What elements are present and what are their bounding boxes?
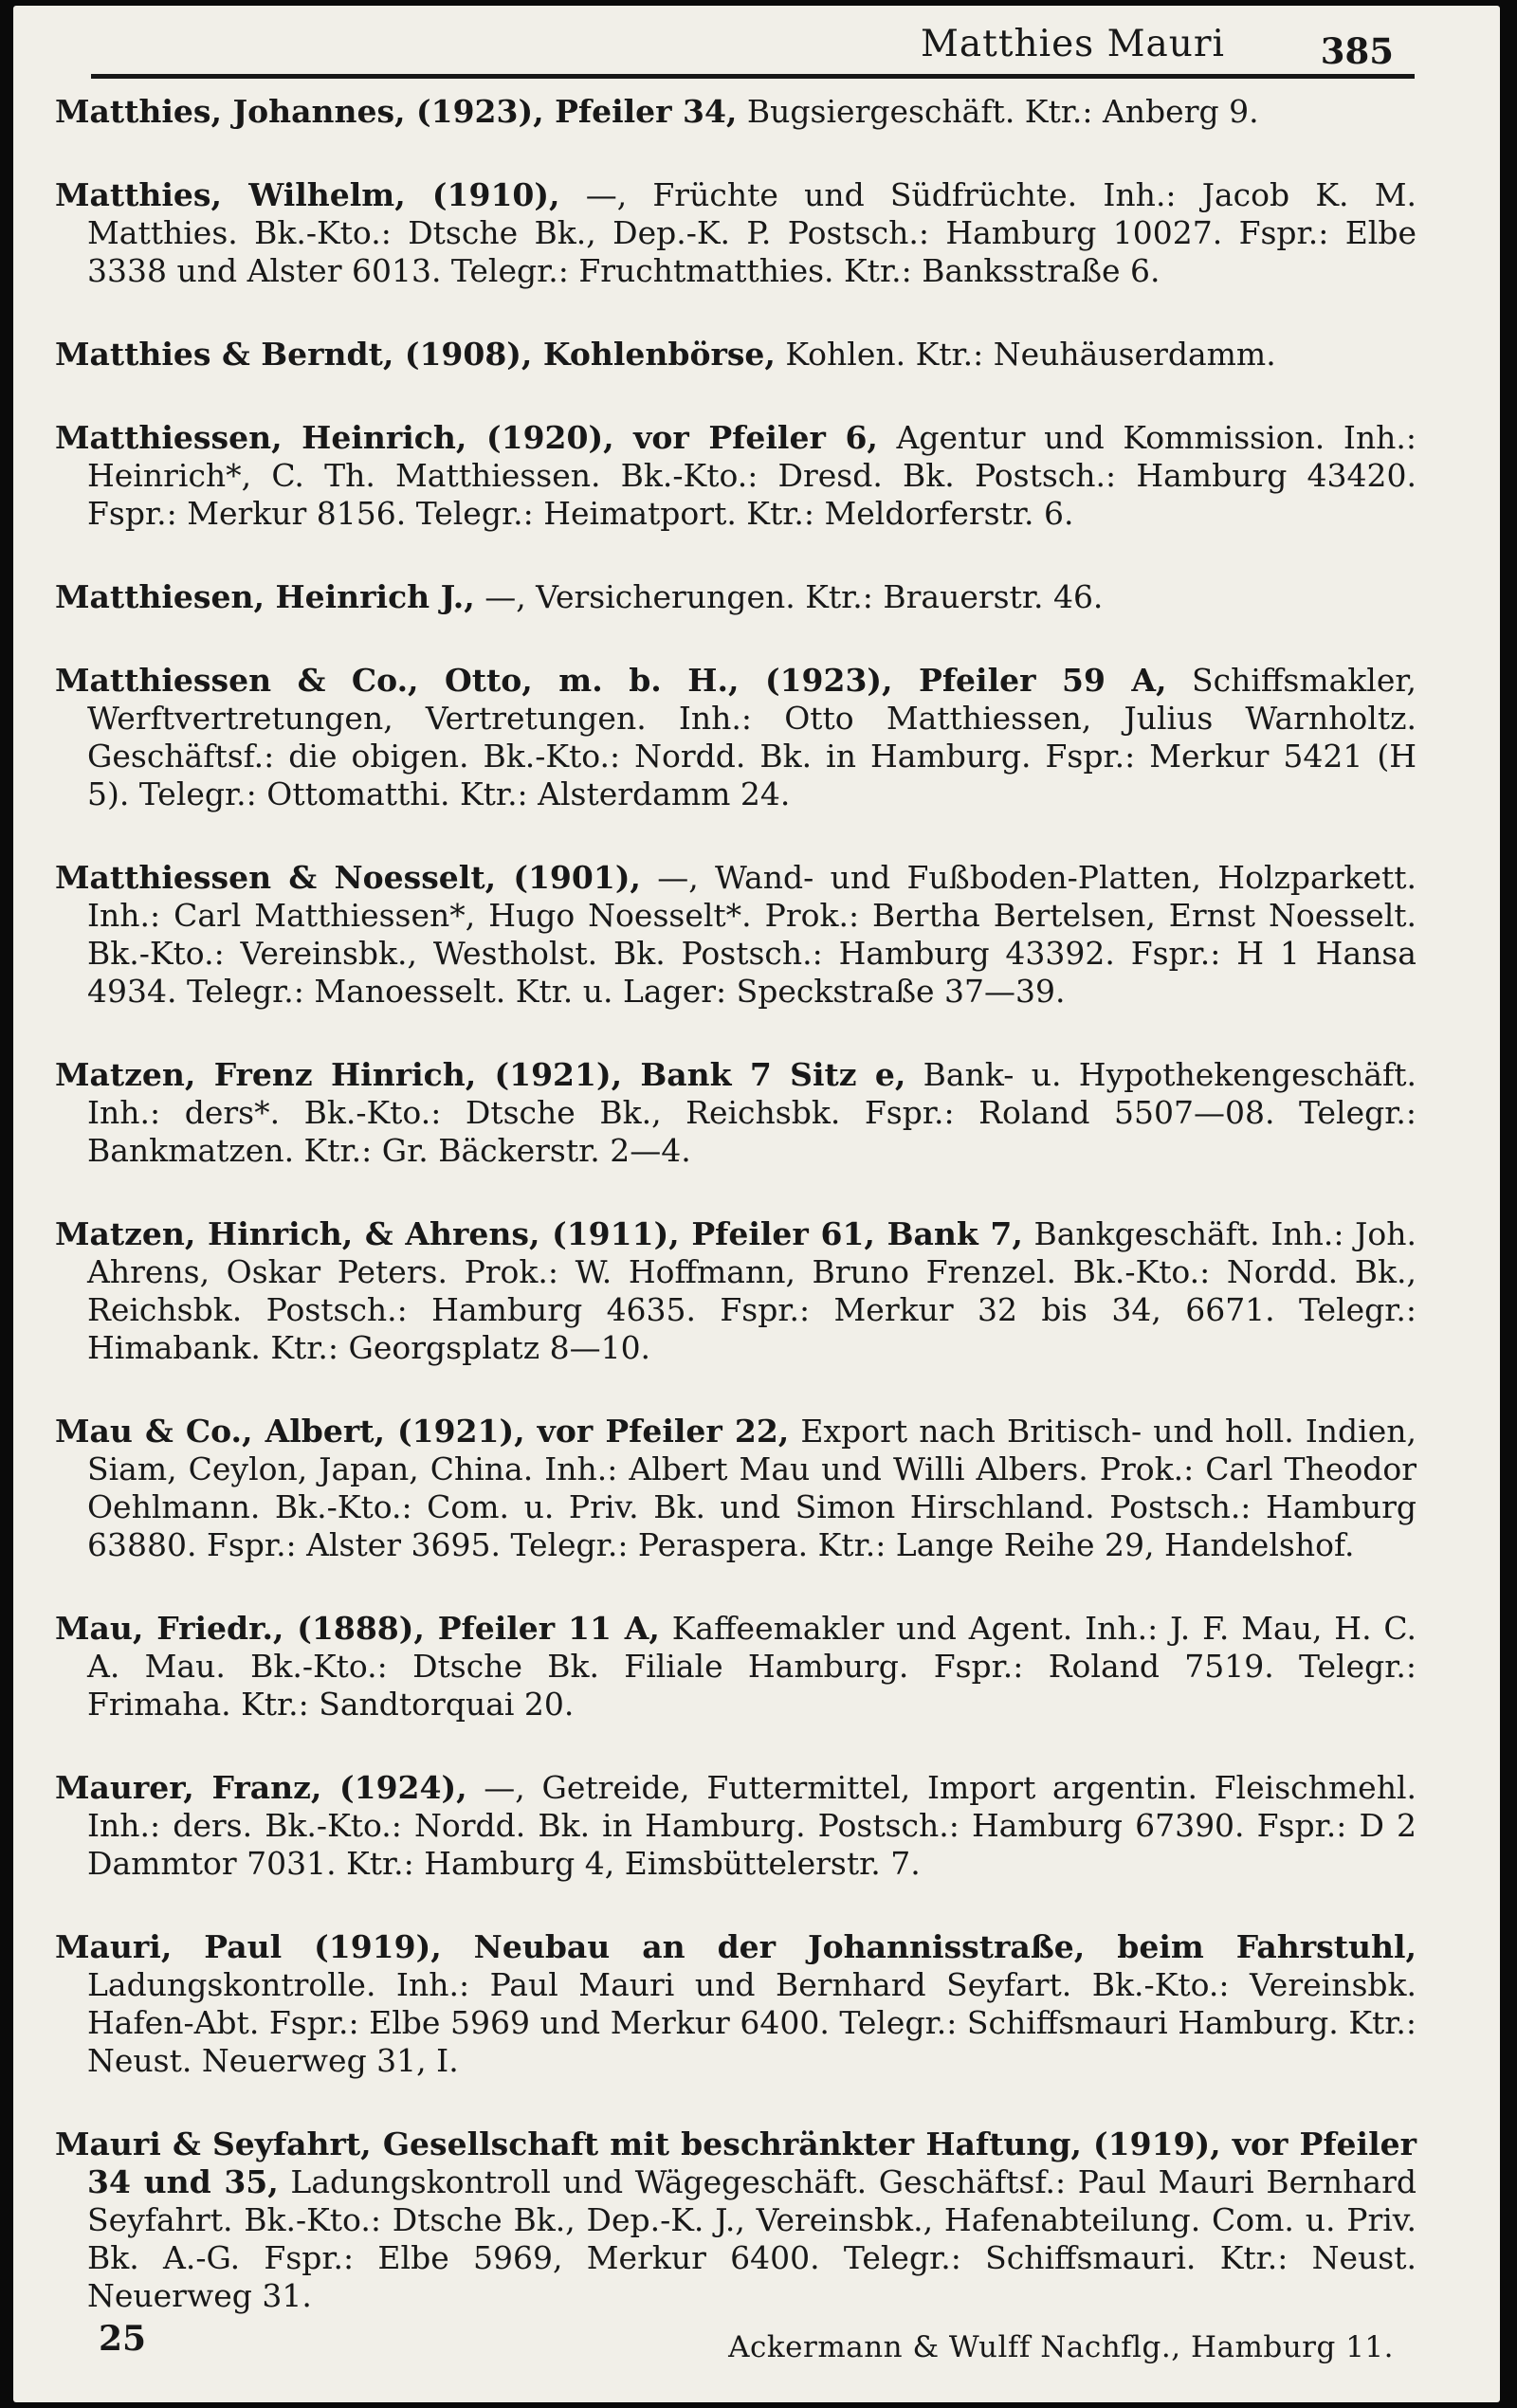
directory-entry — [55, 336, 1416, 374]
entry-name: Matthiesen, Heinrich J., — [55, 578, 475, 615]
directory-entry — [55, 1215, 1416, 1367]
entry-text: Bugsiergeschäft. Ktr.: Anberg 9. — [737, 93, 1259, 130]
directory-entry — [55, 1413, 1416, 1564]
entry-name: Mauri & Seyfahrt, Gesellschaft mit beschränkter Haftung, (1919), vor Pfeiler 34 und 35, — [55, 2125, 1416, 2200]
directory-entry — [55, 1056, 1416, 1170]
page-footer — [99, 2319, 1394, 2366]
entry-text: —, Versicherungen. Ktr.: Brauerstr. 46. — [474, 578, 1104, 615]
directory-entry — [55, 662, 1416, 813]
entry-name: Mauri, Paul (1919), Neubau an der Johannisstraße, beim Fahrstuhl, — [55, 1928, 1416, 1965]
directory-entry — [55, 2125, 1416, 2315]
entry-name: Matzen, Frenz Hinrich, (1921), Bank 7 Sitz e, — [55, 1056, 906, 1093]
entry-text: Agentur und Kommission. Inh.: Heinrich*, C. Th. Matthiessen. Bk.-Kto.: Dresd. Bk. Postsch.: Hamburg 43420. Fspr.: Merkur 8156. Telegr.: Heimatport. Ktr.: Meldorferstr. 6. — [87, 419, 1417, 532]
entry-text: Kohlen. Ktr.: Neuhäuserdamm. — [775, 336, 1276, 373]
entry-text: Bankgeschäft. Inh.: Joh. Ahrens, Oskar Peters. Prok.: W. Hoffmann, Bruno Frenzel. Bk.-Kto.: Nordd. Bk., Reichsbk. Postsch.: Hamburg 4635. Fspr.: Merkur 32 bis 34, 6671. Telegr.: Himabank. Ktr.: Georgsplatz 8—10. — [87, 1215, 1416, 1366]
header-rule — [91, 74, 1415, 79]
entry-name: Matthies, Wilhelm, (1910), — [55, 176, 560, 213]
directory-entry — [55, 176, 1416, 290]
entry-text: Export nach Britisch- und holl. Indien, Siam, Ceylon, Japan, China. Inh.: Albert Mau und Willi Albers. Prok.: Carl Theodor Oehlmann. Bk.-Kto.: Com. u. Priv. Bk. und Simon Hirschland. Postsch.: Hamburg 63880. Fspr.: Alster 3695. Telegr.: Peraspera. Ktr.: Lange Reihe 29, Handelshof. — [87, 1413, 1417, 1563]
entry-text: Bank- u. Hypothekengeschäft. Inh.: ders*. Bk.-Kto.: Dtsche Bk., Reichsbk. Fspr.: Roland 5507—08. Telegr.: Bankmatzen. Ktr.: Gr. Bäckerstr. 2—4. — [87, 1056, 1416, 1169]
entry-text: —, Getreide, Futtermittel, Import argentin. Fleischmehl. Inh.: ders. Bk.-Kto.: Nordd. Bk. in Hamburg. Postsch.: Hamburg 67390. Fspr.: D 2 Dammtor 7031. Ktr.: Hamburg 4, Eimsbüttelerstr. 7. — [87, 1769, 1416, 1882]
directory-entry — [55, 93, 1416, 131]
directory-entry — [55, 419, 1416, 533]
entry-list — [55, 93, 1416, 2361]
entry-name: Mau, Friedr., (1888), Pfeiler 11 A, — [55, 1610, 660, 1647]
directory-entry — [55, 1769, 1416, 1883]
entry-name: Matthiessen & Noesselt, (1901), — [55, 859, 641, 896]
directory-entry — [55, 578, 1416, 616]
entry-name: Matthiessen, Heinrich, (1920), vor Pfeiler 6, — [55, 419, 878, 456]
entry-name: Mau & Co., Albert, (1921), vor Pfeiler 22, — [55, 1413, 790, 1450]
directory-entry — [55, 859, 1416, 1011]
entry-text: Ladungskontrolle. Inh.: Paul Mauri und Bernhard Seyfart. Bk.-Kto.: Vereinsbk. Hafen-Abt. Fspr.: Elbe 5969 und Merkur 6400. Telegr.: Schiffsmauri Hamburg. Ktr.: Neust. Neuerweg 31, I. — [87, 1966, 1416, 2079]
entry-name: Matthies, Johannes, (1923), Pfeiler 34, — [55, 93, 738, 130]
entry-name: Maurer, Franz, (1924), — [55, 1769, 467, 1806]
entry-name: Matzen, Hinrich, & Ahrens, (1911), Pfeiler 61, Bank 7, — [55, 1215, 1023, 1252]
entry-text: Ladungskontroll und Wägegeschäft. Geschäftsf.: Paul Mauri Bernhard Seyfahrt. Bk.-Kto.: Dtsche Bk., Dep.-K. J., Vereinsbk., Hafenabteilung. Com. u. Priv. Bk. A.-G. Fspr.: Elbe 5969, Merkur 6400. Telegr.: Schiffsmauri. Ktr.: Neust. Neuerweg 31. — [87, 2163, 1416, 2314]
publisher-imprint: Ackermann & Wulff Nachflg., Hamburg 11. — [728, 2330, 1394, 2364]
page-number: 385 — [1320, 30, 1394, 72]
running-head: Matthies Mauri — [920, 23, 1225, 65]
entry-name: Matthiessen & Co., Otto, m. b. H., (1923), Pfeiler 59 A, — [55, 662, 1167, 699]
directory-entry — [55, 1610, 1416, 1724]
entry-text: Schiffsmakler, Werftvertretungen, Vertretungen. Inh.: Otto Matthiessen, Julius Warnholtz. Geschäftsf.: die obigen. Bk.-Kto.: Nordd. Bk. in Hamburg. Fspr.: Merkur 5421 (H 5). Telegr.: Ottomatthi. Ktr.: Alsterdamm 24. — [87, 662, 1417, 812]
entry-text: —, Wand- und Fußboden-Platten, Holzparkett. Inh.: Carl Matthiessen*, Hugo Noesselt*. Prok.: Bertha Bertelsen, Ernst Noesselt. Bk.-Kto.: Vereinsbk., Westholst. Bk. Postsch.: Hamburg 43392. Fspr.: H 1 Hansa 4934. Telegr.: Manoesselt. Ktr. u. Lager: Speckstraße 37—39. — [87, 859, 1417, 1010]
printer-signature: 25 — [99, 2319, 147, 2359]
directory-entry — [55, 1928, 1416, 2080]
entry-text: Kaffeemakler und Agent. Inh.: J. F. Mau, H. C. A. Mau. Bk.-Kto.: Dtsche Bk. Filiale Hamburg. Fspr.: Roland 7519. Telegr.: Frimaha. Ktr.: Sandtorquai 20. — [87, 1610, 1416, 1723]
page-header — [91, 19, 1394, 74]
directory-page — [13, 6, 1500, 2402]
entry-name: Matthies & Berndt, (1908), Kohlenbörse, — [55, 336, 776, 373]
entry-text: —, Früchte und Südfrüchte. Inh.: Jacob K. M. Matthies. Bk.-Kto.: Dtsche Bk., Dep.-K. P. Postsch.: Hamburg 10027. Fspr.: Elbe 3338 und Alster 6013. Telegr.: Fruchtmatthies. Ktr.: Banksstraße 6. — [87, 176, 1417, 289]
